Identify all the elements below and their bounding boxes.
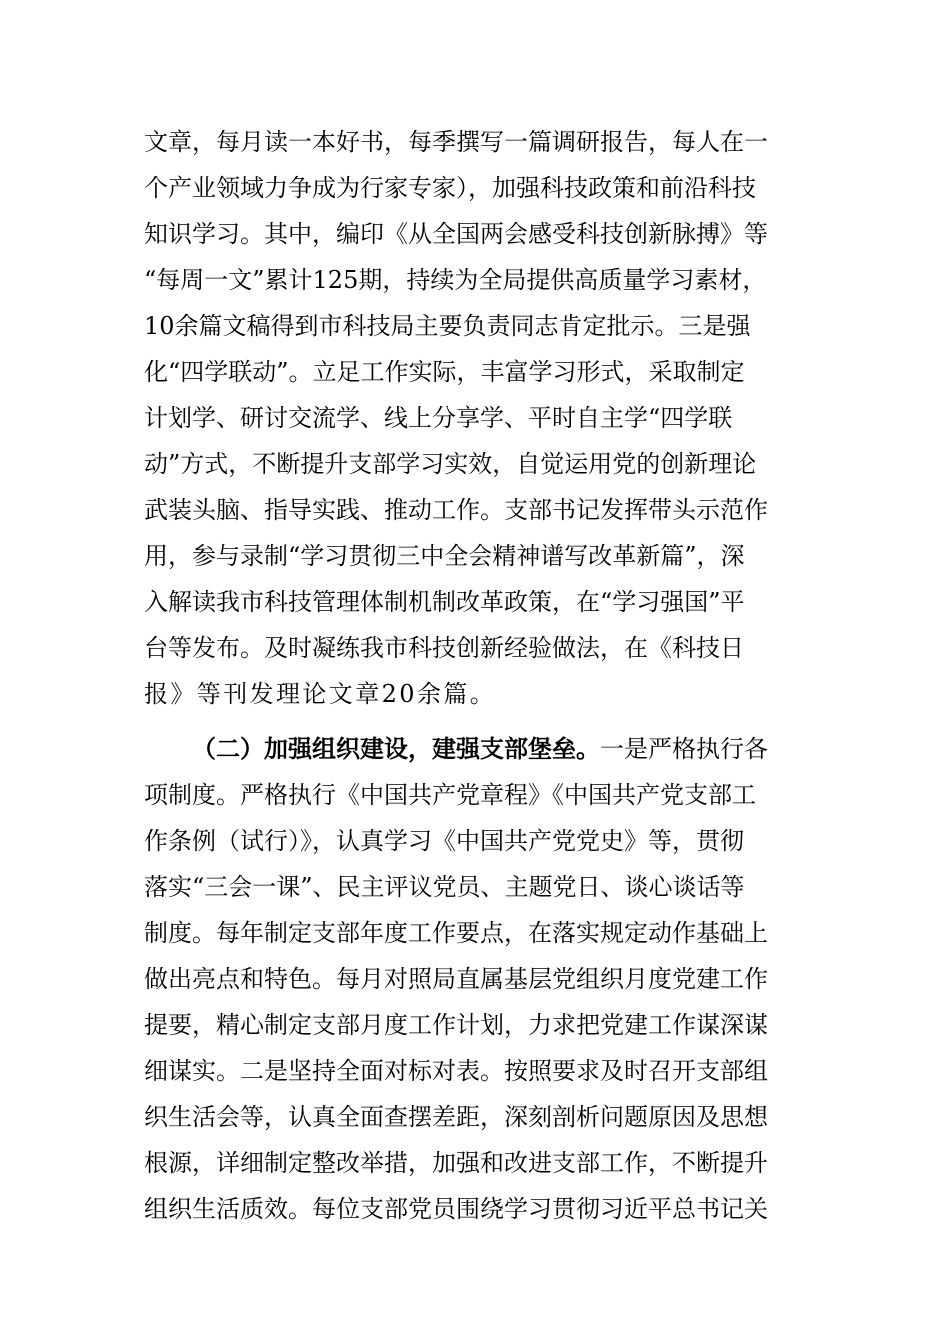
text-line: 动”方式，不断提升支部学习实效，自觉运用党的创新理论 bbox=[144, 450, 757, 478]
text-line: 做出亮点和特色。每月对照局直属基层党组织月度党建工作 bbox=[144, 965, 768, 993]
section-heading: （二）加强组织建设，建强支部堡垒。 bbox=[192, 734, 600, 763]
text-line: 计划学、研讨交流学、线上分享学、平时自主学“四学联 bbox=[144, 404, 733, 432]
text-line: 10余篇文稿得到市科技局主要负责同志肯定批示。三是强 bbox=[144, 312, 751, 340]
text-line: 根源，详细制定整改举措，加强和改进支部工作，不断提升 bbox=[144, 1149, 768, 1177]
text-line: 组织生活质效。每位支部党员围绕学习贯彻习近平总书记关 bbox=[144, 1195, 768, 1223]
text-line: 台等发布。及时凝练我市科技创新经验做法，在《科技日 bbox=[144, 634, 744, 662]
text-line: 知识学习。其中，编印《从全国两会感受科技创新脉搏》等 bbox=[144, 220, 768, 248]
text-line: “每周一文”累计125期，持续为全局提供高质量学习素材， bbox=[144, 266, 767, 294]
text-line: 武装头脑、指导实践、推动工作。支部书记发挥带头示范作 bbox=[144, 496, 768, 524]
text-line: 织生活会等，认真全面查摆差距，深刻剖析问题原因及思想 bbox=[144, 1103, 768, 1131]
text-line: 个产业领域力争成为行家专家），加强科技政策和前沿科技 bbox=[144, 174, 756, 202]
text-line: 报》等刊发理论文章20余篇。 bbox=[144, 680, 497, 708]
text-line: 提要，精心制定支部月度工作计划，力求把党建工作谋深谋 bbox=[144, 1011, 768, 1039]
text-line: 项制度。严格执行《中国共产党章程》《中国共产党支部工 bbox=[144, 781, 756, 809]
section-first-line-rest: 一是严格执行各 bbox=[600, 735, 768, 763]
text-line: 文章，每月读一本好书，每季撰写一篇调研报告，每人在一 bbox=[144, 128, 768, 156]
text-line: 落实“三会一课”、民主评议党员、主题党日、谈心谈话等 bbox=[144, 873, 745, 901]
text-line: 用，参与录制“学习贯彻三中全会精神谱写改革新篇”，深 bbox=[144, 542, 745, 570]
text-line: 化“四学联动”。立足工作实际，丰富学习形式，采取制定 bbox=[144, 358, 745, 386]
text-line: 作条例（试行）》，认真学习《中国共产党党史》等，贯彻 bbox=[144, 827, 744, 855]
text-line: 制度。每年制定支部年度工作要点，在落实规定动作基础上 bbox=[144, 919, 768, 947]
text-line: 细谋实。二是坚持全面对标对表。按照要求及时召开支部组 bbox=[144, 1057, 768, 1085]
section-heading-line bbox=[192, 726, 804, 772]
text-line: 入解读我市科技管理体制机制改革政策，在“学习强国”平 bbox=[144, 588, 745, 616]
